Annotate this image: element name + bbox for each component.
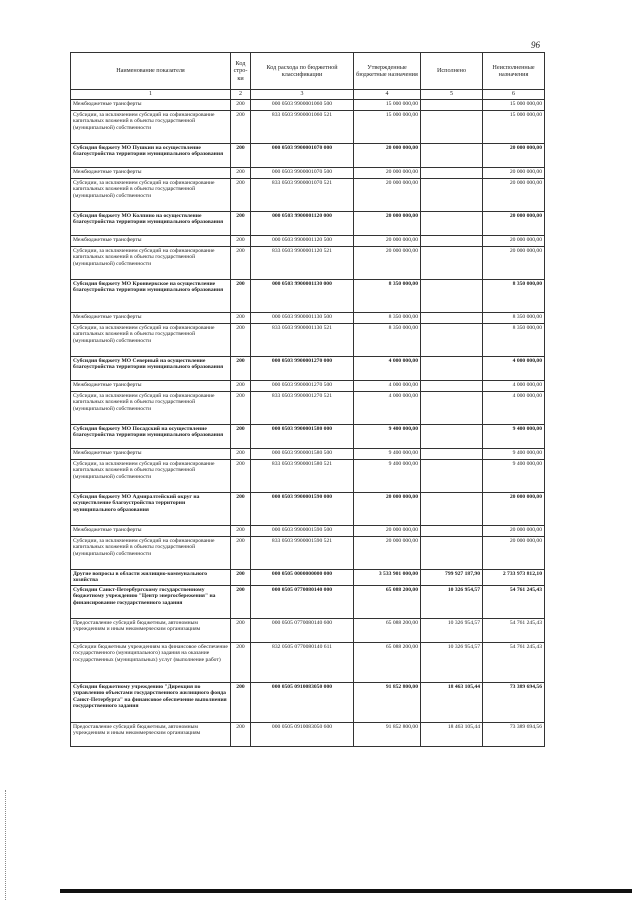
- cell-expense-code: 000 0503 9900001130 000: [251, 279, 354, 312]
- cell-approved: 20 000 000,00: [354, 167, 421, 178]
- table-row: [71, 585, 545, 618]
- cell-indicator-name: Межбюджетные трансферты: [71, 235, 231, 246]
- table-row: [71, 110, 545, 143]
- table-row: [71, 356, 545, 380]
- table-row: [71, 618, 545, 642]
- cell-executed: [421, 448, 483, 459]
- table-row: [71, 167, 545, 178]
- cell-indicator-name: Субсидии Санкт-Петербургскому государственному бюджетному учреждению "Центр энергосбережения" на финансирование государственного задания: [71, 585, 231, 618]
- cell-expense-code: 000 0503 9900001120 500: [251, 235, 354, 246]
- table-row: [71, 391, 545, 424]
- cell-indicator-name: Межбюджетные трансферты: [71, 380, 231, 391]
- header-indicator-name: Наименование показателя: [71, 53, 231, 90]
- cell-line-code: 200: [231, 642, 251, 682]
- cell-approved: 20 000 000,00: [354, 211, 421, 235]
- cell-unexecuted: 4 000 000,00: [483, 380, 545, 391]
- table-row: [71, 448, 545, 459]
- table-row: [71, 246, 545, 279]
- cell-indicator-name: Субсидия бюджету МО Колпино на осуществление благоустройства территории муниципального образования: [71, 211, 231, 235]
- cell-approved: 20 000 000,00: [354, 536, 421, 569]
- cell-expense-code: 000 0503 9900001590 500: [251, 525, 354, 536]
- cell-approved: 9 400 000,00: [354, 459, 421, 492]
- bottom-rule: [60, 889, 632, 893]
- cell-executed: [421, 246, 483, 279]
- cell-approved: 65 088 200,00: [354, 618, 421, 642]
- cell-unexecuted: 4 000 000,00: [483, 356, 545, 380]
- cell-line-code: 200: [231, 448, 251, 459]
- cell-executed: [421, 99, 483, 110]
- cell-indicator-name: Субсидия бюджету МО Северный на осуществление благоустройства территории муниципального образования: [71, 356, 231, 380]
- header-unexecuted: Неисполненные назначения: [483, 53, 545, 90]
- column-number: 4: [354, 90, 421, 100]
- cell-executed: 18 463 105,44: [421, 682, 483, 722]
- cell-unexecuted: 73 389 694,56: [483, 682, 545, 722]
- cell-expense-code: 000 0505 0910083050 600: [251, 722, 354, 746]
- cell-approved: 20 000 000,00: [354, 235, 421, 246]
- cell-unexecuted: 8 350 000,00: [483, 279, 545, 312]
- column-number: 2: [231, 90, 251, 100]
- cell-unexecuted: 20 000 000,00: [483, 235, 545, 246]
- column-number: 3: [251, 90, 354, 100]
- table-row: [71, 99, 545, 110]
- cell-line-code: 200: [231, 424, 251, 448]
- cell-indicator-name: Субсидии, за исключением субсидий на софинансирование капитальных вложений в объекты государственной (муниципальной) собственности: [71, 536, 231, 569]
- cell-indicator-name: Субсидии, за исключением субсидий на софинансирование капитальных вложений в объекты государственной (муниципальной) собственности: [71, 459, 231, 492]
- cell-executed: [421, 323, 483, 356]
- cell-indicator-name: Субсидия бюджету МО Кронверкское на осуществление благоустройства территории муниципального образования: [71, 279, 231, 312]
- cell-line-code: 200: [231, 235, 251, 246]
- column-number: 5: [421, 90, 483, 100]
- cell-approved: 8 350 000,00: [354, 323, 421, 356]
- cell-approved: 91 852 800,00: [354, 682, 421, 722]
- table-row: [71, 235, 545, 246]
- cell-expense-code: 833 0503 9900001070 521: [251, 178, 354, 211]
- cell-executed: [421, 178, 483, 211]
- cell-unexecuted: 54 761 245,43: [483, 642, 545, 682]
- cell-indicator-name: Субсидии, за исключением субсидий на софинансирование капитальных вложений в объекты государственной (муниципальной) собственности: [71, 323, 231, 356]
- table-row: [71, 312, 545, 323]
- cell-expense-code: 000 0505 0910083050 000: [251, 682, 354, 722]
- cell-expense-code: 000 0503 9900001060 500: [251, 99, 354, 110]
- cell-approved: 4 000 000,00: [354, 380, 421, 391]
- cell-indicator-name: Субсидия бюджету МО Адмиралтейский округ на осуществление благоустройства территории муниципального образования: [71, 492, 231, 525]
- cell-expense-code: 832 0505 0770080140 611: [251, 642, 354, 682]
- cell-line-code: 200: [231, 246, 251, 279]
- cell-executed: [421, 312, 483, 323]
- budget-execution-table: [70, 52, 545, 747]
- cell-expense-code: 000 0503 9900001270 500: [251, 380, 354, 391]
- cell-executed: 18 463 105,44: [421, 722, 483, 746]
- cell-unexecuted: 20 000 000,00: [483, 178, 545, 211]
- cell-expense-code: 000 0505 0000000000 000: [251, 569, 354, 585]
- column-number: 1: [71, 90, 231, 100]
- cell-line-code: 200: [231, 211, 251, 235]
- table-row: [71, 178, 545, 211]
- cell-approved: 15 000 000,00: [354, 99, 421, 110]
- cell-indicator-name: Субсидии бюджетным учреждениям на финансовое обеспечение государственного (муниципального) задания на оказание государственных (муниципальных) услуг (выполнение работ): [71, 642, 231, 682]
- cell-unexecuted: 2 733 973 812,10: [483, 569, 545, 585]
- cell-approved: 4 000 000,00: [354, 391, 421, 424]
- cell-indicator-name: Межбюджетные трансферты: [71, 312, 231, 323]
- cell-line-code: 200: [231, 312, 251, 323]
- cell-expense-code: 000 0503 9900001070 500: [251, 167, 354, 178]
- table-row: [71, 380, 545, 391]
- cell-indicator-name: Межбюджетные трансферты: [71, 99, 231, 110]
- page-number: 96: [531, 40, 540, 50]
- cell-indicator-name: Субсидия бюджету МО Пушкин на осуществление благоустройства территории муниципального образования: [71, 143, 231, 167]
- cell-line-code: 200: [231, 682, 251, 722]
- cell-approved: 20 000 000,00: [354, 246, 421, 279]
- cell-executed: 10 326 954,57: [421, 618, 483, 642]
- cell-approved: 20 000 000,00: [354, 492, 421, 525]
- cell-indicator-name: Субсидии, за исключением субсидий на софинансирование капитальных вложений в объекты государственной (муниципальной) собственности: [71, 391, 231, 424]
- cell-line-code: 200: [231, 143, 251, 167]
- table-row: [71, 323, 545, 356]
- cell-expense-code: 000 0505 0770080140 000: [251, 585, 354, 618]
- cell-indicator-name: Предоставление субсидий бюджетным, автономным учреждениям и иным некоммерческим организациям: [71, 618, 231, 642]
- cell-expense-code: 000 0503 9900001270 000: [251, 356, 354, 380]
- table-row: [71, 642, 545, 682]
- cell-approved: 3 533 901 000,00: [354, 569, 421, 585]
- cell-expense-code: 000 0505 0770080140 600: [251, 618, 354, 642]
- cell-line-code: 200: [231, 536, 251, 569]
- cell-approved: 65 088 200,00: [354, 585, 421, 618]
- cell-approved: 9 400 000,00: [354, 448, 421, 459]
- header-approved: Утвержденные бюджетные назначения: [354, 53, 421, 90]
- cell-executed: 799 927 187,90: [421, 569, 483, 585]
- table-row: [71, 211, 545, 235]
- cell-line-code: 200: [231, 391, 251, 424]
- cell-approved: 20 000 000,00: [354, 178, 421, 211]
- cell-approved: 9 400 000,00: [354, 424, 421, 448]
- cell-expense-code: 000 0503 9900001130 500: [251, 312, 354, 323]
- cell-unexecuted: 9 400 000,00: [483, 459, 545, 492]
- cell-expense-code: 000 0503 9900001590 000: [251, 492, 354, 525]
- cell-line-code: 200: [231, 110, 251, 143]
- cell-indicator-name: Другие вопросы в области жилищно-коммунального хозяйства: [71, 569, 231, 585]
- cell-unexecuted: 54 761 245,43: [483, 618, 545, 642]
- cell-line-code: 200: [231, 279, 251, 312]
- column-number-row: [71, 90, 545, 100]
- cell-line-code: 200: [231, 178, 251, 211]
- cell-expense-code: 833 0503 9900001120 521: [251, 246, 354, 279]
- cell-executed: 10 326 954,57: [421, 585, 483, 618]
- cell-approved: 65 088 200,00: [354, 642, 421, 682]
- cell-executed: 10 326 954,57: [421, 642, 483, 682]
- cell-unexecuted: 20 000 000,00: [483, 492, 545, 525]
- cell-indicator-name: Межбюджетные трансферты: [71, 525, 231, 536]
- cell-expense-code: 833 0503 9900001130 521: [251, 323, 354, 356]
- cell-approved: 4 000 000,00: [354, 356, 421, 380]
- cell-indicator-name: Субсидии, за исключением субсидий на софинансирование капитальных вложений в объекты государственной (муниципальной) собственности: [71, 110, 231, 143]
- cell-indicator-name: Межбюджетные трансферты: [71, 448, 231, 459]
- table-row: [71, 424, 545, 448]
- header-expense-code: Код расхода по бюджетной классификации: [251, 53, 354, 90]
- header-line-code: Код стро-ки: [231, 53, 251, 90]
- table-row: [71, 722, 545, 746]
- cell-executed: [421, 143, 483, 167]
- cell-unexecuted: 8 350 000,00: [483, 323, 545, 356]
- cell-approved: 8 350 000,00: [354, 312, 421, 323]
- cell-unexecuted: 4 000 000,00: [483, 391, 545, 424]
- table-row: [71, 459, 545, 492]
- cell-line-code: 200: [231, 459, 251, 492]
- cell-unexecuted: 15 000 000,00: [483, 110, 545, 143]
- table-header-row: [71, 53, 545, 90]
- cell-expense-code: 833 0503 9900001590 521: [251, 536, 354, 569]
- cell-approved: 8 350 000,00: [354, 279, 421, 312]
- cell-executed: [421, 356, 483, 380]
- cell-line-code: 200: [231, 167, 251, 178]
- cell-approved: 20 000 000,00: [354, 525, 421, 536]
- cell-indicator-name: Межбюджетные трансферты: [71, 167, 231, 178]
- cell-indicator-name: Субсидии, за исключением субсидий на софинансирование капитальных вложений в объекты государственной (муниципальной) собственности: [71, 246, 231, 279]
- cell-unexecuted: 9 400 000,00: [483, 448, 545, 459]
- table-row: [71, 569, 545, 585]
- cell-expense-code: 000 0503 9900001580 500: [251, 448, 354, 459]
- cell-line-code: 200: [231, 356, 251, 380]
- cell-expense-code: 000 0503 9900001120 000: [251, 211, 354, 235]
- cell-unexecuted: 20 000 000,00: [483, 211, 545, 235]
- cell-unexecuted: 20 000 000,00: [483, 525, 545, 536]
- cell-executed: [421, 235, 483, 246]
- table-row: [71, 525, 545, 536]
- margin-dots: [5, 790, 7, 900]
- cell-expense-code: 833 0503 9900001270 521: [251, 391, 354, 424]
- cell-line-code: 200: [231, 722, 251, 746]
- cell-line-code: 200: [231, 380, 251, 391]
- cell-executed: [421, 525, 483, 536]
- cell-executed: [421, 424, 483, 448]
- cell-executed: [421, 380, 483, 391]
- cell-indicator-name: Субсидии бюджетному учреждению "Дирекция по управлению объектами государственного жилищного фонда Санкт-Петербурга" на финансовое обеспечение выполнения государственного задания: [71, 682, 231, 722]
- cell-expense-code: 000 0503 9900001580 000: [251, 424, 354, 448]
- cell-line-code: 200: [231, 569, 251, 585]
- cell-unexecuted: 20 000 000,00: [483, 536, 545, 569]
- cell-unexecuted: 20 000 000,00: [483, 143, 545, 167]
- cell-line-code: 200: [231, 585, 251, 618]
- cell-executed: [421, 459, 483, 492]
- cell-executed: [421, 110, 483, 143]
- cell-executed: [421, 279, 483, 312]
- cell-indicator-name: Субсидии, за исключением субсидий на софинансирование капитальных вложений в объекты государственной (муниципальной) собственности: [71, 178, 231, 211]
- cell-expense-code: 833 0503 9900001580 521: [251, 459, 354, 492]
- cell-executed: [421, 536, 483, 569]
- table-row: [71, 279, 545, 312]
- cell-executed: [421, 492, 483, 525]
- cell-unexecuted: 54 761 245,43: [483, 585, 545, 618]
- table-row: [71, 143, 545, 167]
- column-number: 6: [483, 90, 545, 100]
- cell-line-code: 200: [231, 492, 251, 525]
- cell-indicator-name: Предоставление субсидий бюджетным, автономным учреждениям и иным некоммерческим организациям: [71, 722, 231, 746]
- cell-expense-code: 833 0503 9900001060 521: [251, 110, 354, 143]
- cell-expense-code: 000 0503 9900001070 000: [251, 143, 354, 167]
- cell-indicator-name: Субсидия бюджету МО Посадский на осуществление благоустройства территории муниципального образования: [71, 424, 231, 448]
- cell-unexecuted: 8 350 000,00: [483, 312, 545, 323]
- cell-unexecuted: 20 000 000,00: [483, 167, 545, 178]
- cell-unexecuted: 73 389 694,56: [483, 722, 545, 746]
- table-row: [71, 492, 545, 525]
- table-row: [71, 682, 545, 722]
- cell-approved: 15 000 000,00: [354, 110, 421, 143]
- cell-line-code: 200: [231, 618, 251, 642]
- cell-approved: 91 852 800,00: [354, 722, 421, 746]
- table-body: [71, 99, 545, 746]
- cell-executed: [421, 391, 483, 424]
- cell-line-code: 200: [231, 525, 251, 536]
- cell-unexecuted: 9 400 000,00: [483, 424, 545, 448]
- cell-executed: [421, 167, 483, 178]
- table-row: [71, 536, 545, 569]
- cell-unexecuted: 20 000 000,00: [483, 246, 545, 279]
- header-executed: Исполнено: [421, 53, 483, 90]
- cell-line-code: 200: [231, 99, 251, 110]
- cell-approved: 20 000 000,00: [354, 143, 421, 167]
- cell-unexecuted: 15 000 000,00: [483, 99, 545, 110]
- cell-executed: [421, 211, 483, 235]
- cell-line-code: 200: [231, 323, 251, 356]
